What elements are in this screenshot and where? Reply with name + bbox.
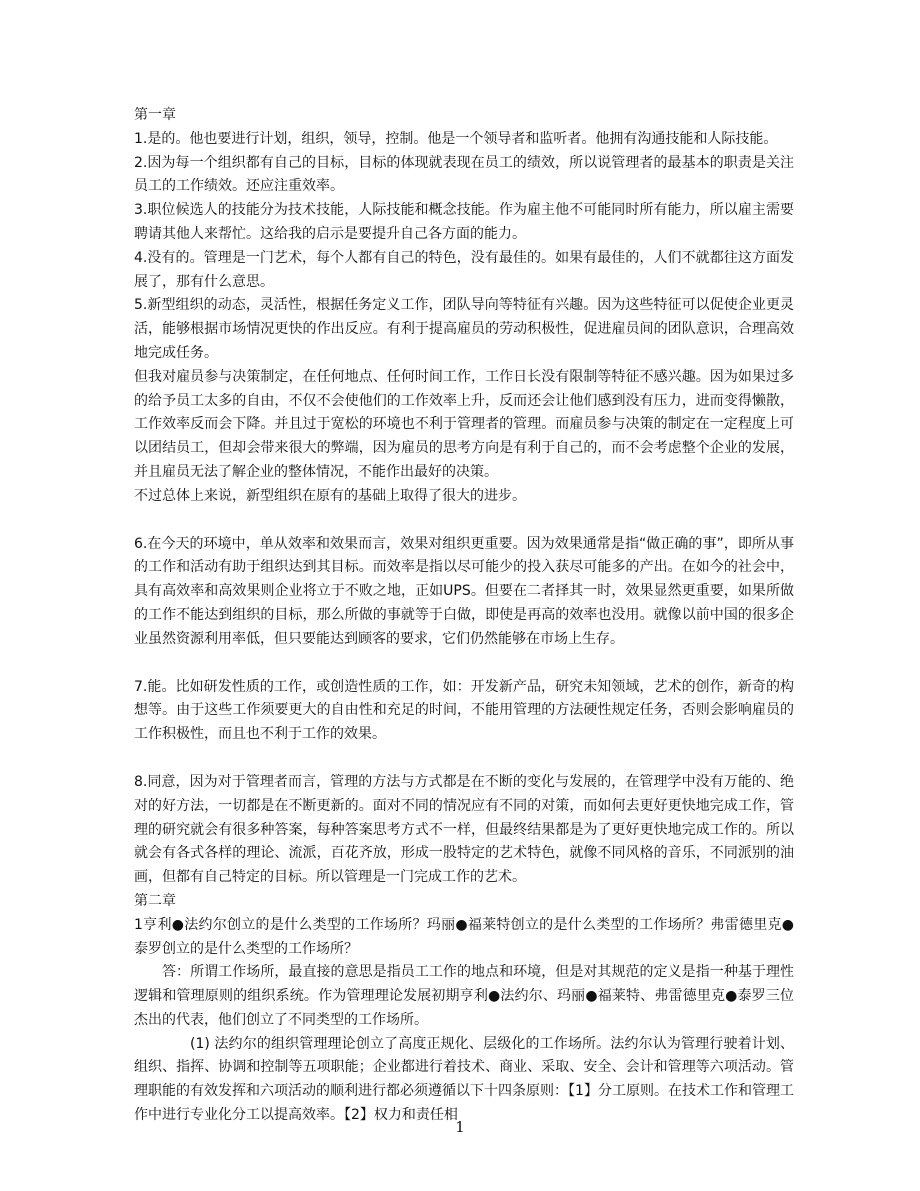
paragraph-5b: 但我对雇员参与决策制定，在任何地点、任何时间工作，工作日长没有限制等特征不感兴趣。因为如果过多的给予员工太多的自由，不仅不会使他们的工作效率上升，反而还会让他们感到没有压力，进而变得懒散，工作效率反而会下降。并且过于宽松的环境也不利于管理者的管理。而雇员参与决策的制定在一定程度上可以团结员工，但却会带来很大的弊端，因为雇员的思考方向是有利于自己的，而不会考虑整个企业的发展，并且雇员无法了解企业的整体情况，不能作出最好的决策。 <box>134 368 794 480</box>
chapter-one-heading: 第一章 <box>134 107 176 123</box>
paragraph-5: 5.新型组织的动态，灵活性，根据任务定义工作，团队导向等特征有兴趣。因为这些特征可以促使企业更灵活，能够根据市场情况更快的作出反应。有利于提高雇员的劳动积极性，促进雇员间的团队意识，合理高效地完成任务。 <box>134 297 794 361</box>
paragraph-2: 2.因为每一个组织都有自己的目标，目标的体现就表现在员工的绩效，所以说管理者的最基本的职责是关注员工的工作绩效。还应注重效率。 <box>134 154 794 195</box>
paragraph-7: 7.能。比如研发性质的工作，或创造性质的工作，如：开发新产品，研究未知领域，艺术的创作，新奇的构想等。由于这些工作须要更大的自由性和充足的时间，不能用管理的方法硬性规定任务，否则会影响雇员的工作积极性，而且也不利于工作的效果。 <box>134 678 794 743</box>
paragraph-3: 3.职位候选人的技能分为技术技能，人际技能和概念技能。作为雇主他不可能同时所有能力，所以雇主需要聘请其他人来帮忙。这给我的启示是要提升自己各方面的能力。 <box>134 202 794 242</box>
paragraph-gap <box>134 509 794 533</box>
paragraph-5c: 不过总体上来说，新型组织在原有的基础上取得了很大的进步。 <box>134 487 526 504</box>
paragraph-1: 1.是的。他也要进行计划，组织，领导，控制。他是一个领导者和监听者。他拥有沟通技能和人际技能。 <box>134 130 778 147</box>
page-body <box>134 104 794 1128</box>
question-1: 1亨利●法约尔创立的是什么类型的工作场所？玛丽●福莱特创立的是什么类型的工作场所？弗雷德里克●泰罗创立的是什么类型的工作场所？ <box>134 916 794 957</box>
paragraph-4: 4.没有的。管理是一门艺术，每个人都有自己的特色，没有最佳的。如果有最佳的，人们不就都往这方面发展了，那有什么意思。 <box>134 249 794 290</box>
chapter-two-heading: 第二章 <box>134 892 176 909</box>
paragraph-gap <box>134 747 794 771</box>
paragraph-8: 8.同意，因为对于管理者而言，管理的方法与方式都是在不断的变化与发展的，在管理学中没有万能的、绝对的好方法，一切都是在不断更新的。面对不同的情况应有不同的对策，而如何去更好更快地完成工作，管理的研究就会有很多种答案，每种答案思考方式不一样，但最终结果都是为了更好更快地完成工作的。所以就会有各式各样的理论、流派，百花齐放，形成一股特定的艺术特色，就像不同风格的音乐，不同派别的油画，但都有自己特定的目标。所以管理是一门完成工作的艺术。 <box>134 773 794 886</box>
answer-1: 答：所谓工作场所，最直接的意思是指员工工作的地点和环境，但是对其规范的定义是指一种基于理性逻辑和管理原则的组织系统。作为管理理论发展初期亨利●法约尔、玛丽●福莱特、弗雷德里克●泰罗三位杰出的代表，他们创立了不同类型的工作场所。 <box>134 964 794 1028</box>
paragraph-6: 6.在今天的环境中，单从效率和效果而言，效果对组织更重要。因为效果通常是指“做正确的事”，即所从事的工作和活动有助于组织达到其目标。而效率是指以尽可能少的投入获尽可能多的产出。在如今的社会中，具有高效率和高效果则企业将立于不败之地，正如UPS。但要在二者择其一时，效果显然更重要，如果所做的工作不能达到组织的目标，那么所做的事就等于白做，即使是再高的效率也没用。就像以前中国的很多企业虽然资源利用率低，但只要能达到顾客的要求，它们仍然能够在市场上生存。 <box>134 535 794 647</box>
paragraph-gap <box>134 652 794 676</box>
page-number: 1 <box>455 1118 465 1136</box>
answer-1-part-1: (1) 法约尔的组织管理理论创立了高度正规化、层级化的工作场所。法约尔认为管理行驶着计划、组织、指挥、协调和控制等五项职能；企业都进行着技术、商业、采取、安全、会计和管理等六项活动。管理职能的有效发挥和六项活动的顺利进行都必须遵循以下十四条原则：【1】分工原则。在技术工作和管理工作中进行专业化分工以提高效率。【2】权力和责任相 <box>134 1035 794 1124</box>
